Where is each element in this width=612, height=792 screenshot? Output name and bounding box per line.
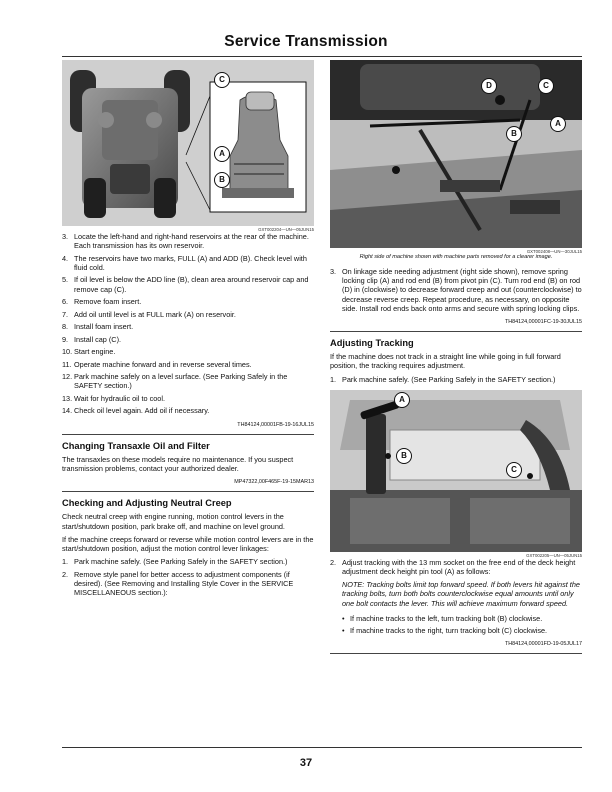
page-title: Service Transmission [224, 33, 388, 50]
step-item: 2. Remove style panel for better access to adjustment components (if desired). (See Removing and Installing Style Cover in the SERVICE MISCELLANEOUS section.): [62, 569, 294, 598]
section-paragraph: If the machine creeps forward or reverse while motion control levers are in the start/shutdown position, adjust the motion control lever linkages: [62, 534, 314, 553]
callout-c: C [538, 78, 554, 94]
callout-a: A [394, 392, 410, 408]
bullet-list [342, 614, 582, 635]
reference-code: TH84124,00001FB-19-16JUL15 [62, 421, 314, 435]
step-item: 1. Park machine safely. (See Parking Safely in the SAFETY section.) [330, 374, 556, 384]
figure-reservoir [62, 60, 314, 226]
step-item: 5. If oil level is below the ADD line (B), clean area around reservoir cap and remove cap (C). [62, 275, 309, 294]
section-paragraph: The transaxles on these models require no maintenance. If you suspect transmission problems, contact your authorized dealer. [62, 454, 294, 473]
top-rule [62, 56, 582, 57]
note-text: NOTE: Tracking bolts limit top forward speed. If both levers hit against the tracking bolts, turn both bolts counterclockwise equal amounts until only one bolt contacts the lever. This will achieve maximum forward speed. [342, 580, 580, 608]
page-number: 37 [299, 757, 313, 769]
step-item: 9. Install cap (C). [62, 334, 122, 344]
section-paragraph: If the machine does not track in a straight line while going in full forward position, the tracking requires adjustment. [330, 352, 561, 371]
figure-tracking [330, 390, 582, 552]
tracking-illustration [330, 390, 582, 552]
figure-caption: Right side of machine shown with machine parts removed for a clearer image. [359, 254, 553, 260]
step-item: 8. Install foam insert. [62, 322, 134, 332]
tracking-steps [330, 375, 582, 384]
creep-steps [62, 557, 314, 597]
callout-a: A [550, 116, 566, 132]
step-item: 13. Wait for hydraulic oil to cool. [62, 393, 165, 403]
callout-b: B [506, 126, 522, 142]
step-item: 1. Park machine safely. (See Parking Safely in the SAFETY section.) [62, 557, 288, 567]
step-item: 6. Remove foam insert. [62, 297, 142, 307]
reservoir-illustration [62, 60, 314, 226]
figure-linkage [330, 60, 582, 248]
step-item: 4. The reservoirs have two marks, FULL (A) and ADD (B). Check level with fluid cold. [62, 253, 307, 272]
bullet-item: • If machine tracks to the right, turn tracking bolt (C) clockwise. [342, 626, 582, 635]
section-heading: Checking and Adjusting Neutral Creep [62, 498, 232, 509]
step-item: 12. Park machine safely on a level surface. (See Parking Safely in the SAFETY section.) [62, 372, 288, 391]
step-item: 11. Operate machine forward and in reverse several times. [62, 359, 252, 369]
tracking-adjust-steps [330, 558, 582, 576]
step-item: 14. Check oil level again. Add oil if necessary. [62, 406, 210, 416]
step-item: 2. Adjust tracking with the 13 mm socket on the free end of the deck height adjustment deck height pin tool (A) as follows: [330, 557, 576, 577]
bottom-rule [62, 747, 582, 748]
step-item: 10. Start engine. [62, 347, 116, 357]
linkage-steps [330, 267, 582, 313]
step-item: 7. Add oil until level is at FULL mark (A) on reservoir. [62, 309, 236, 319]
section-paragraph: Check neutral creep with engine running, motion control levers in the start/shutdown position, park brake off, and machine on level ground. [62, 512, 285, 531]
step-item: 3. Locate the left-hand and right-hand reservoirs at the rear of the machine. Each transmission has its own reservoir. [62, 232, 309, 251]
figure-code: GXT002408—UN—30JUL15 [526, 249, 582, 254]
bullet-item: • If machine tracks to the left, turn tracking bolt (B) clockwise. [342, 614, 582, 623]
reference-code: TH84124,00001FC-19-30JUL15 [330, 318, 582, 332]
callout-c: C [506, 462, 522, 478]
callout-d: D [481, 78, 497, 94]
reference-code: MP47322,00F465F-19-15MAR13 [62, 478, 314, 492]
callout-a: A [214, 146, 230, 162]
callout-c: C [214, 72, 230, 88]
section-heading: Changing Transaxle Oil and Filter [62, 440, 210, 451]
right-column [330, 60, 582, 658]
figure-code: GXT002204—UN—05JUN15 [258, 227, 314, 232]
callout-b: B [396, 448, 412, 464]
figure-code: GXT002205—UN—05JUN15 [526, 552, 582, 558]
reference-code: TH84124,00001FD-19-05JUL17 [330, 640, 582, 654]
step-item: 3. On linkage side needing adjustment (right side shown), remove spring locking clip (A) and rod end (B) from pivot pin (C). Turn rod end (B) on rod (D) in (clockwise) to decrease forward creep and out (counterclockwise) to decrease reverse creep. Repeat procedure, as necessary, on opposite side. Install rod ends back onto arms and secure with spring locking clips. [330, 267, 582, 313]
section-heading: Adjusting Tracking [330, 338, 414, 349]
reservoir-steps [62, 232, 314, 416]
left-column [62, 60, 314, 601]
callout-b: B [214, 172, 230, 188]
